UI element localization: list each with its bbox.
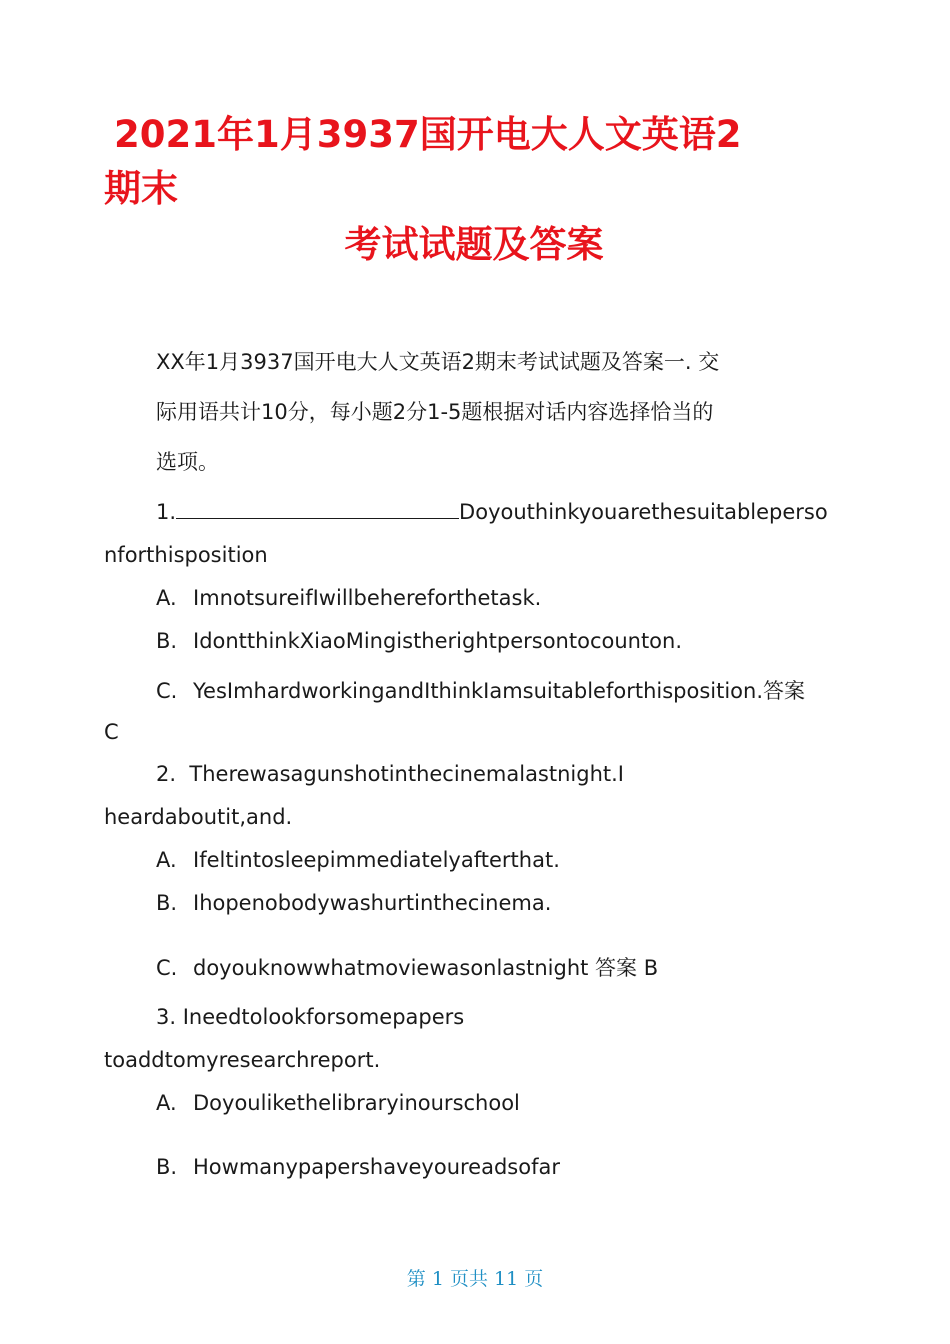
question-2 bbox=[156, 762, 896, 786]
option-letter: A. bbox=[156, 848, 177, 872]
question-2-option-a bbox=[156, 848, 560, 872]
question-2-option-b bbox=[156, 891, 551, 915]
option-text: YesImhardworkingandIthinkIamsuitableforthisposition.答案 bbox=[193, 679, 806, 703]
question-1-continuation: nforthisposition bbox=[104, 543, 268, 567]
option-letter: B. bbox=[156, 891, 178, 915]
option-text: Howmanypapershaveyoureadsofar bbox=[193, 1155, 560, 1179]
question-text: Therewasagunshotinthecinemalastnight.I bbox=[189, 762, 624, 786]
option-letter: B. bbox=[156, 629, 178, 653]
option-text: Ifeltintosleepimmediatelyafterthat. bbox=[193, 848, 560, 872]
answer-blank bbox=[176, 500, 459, 519]
option-letter: C. bbox=[156, 956, 178, 980]
option-text: ImnotsureifIwillbehereforthetask. bbox=[193, 586, 542, 610]
question-3-option-a bbox=[156, 1091, 520, 1115]
intro-line-1: XX年1月3937国开电大人文英语2期末考试试题及答案一. 交 bbox=[156, 350, 720, 374]
title-line-3: 考试试题及答案 bbox=[344, 223, 604, 266]
option-letter: A. bbox=[156, 1091, 177, 1115]
question-2-continuation: heardaboutit,and. bbox=[104, 805, 293, 829]
question-number: 2. bbox=[156, 762, 177, 786]
page-footer: 第 1 页共 11 页 bbox=[406, 1268, 544, 1290]
question-1-answer: C bbox=[104, 720, 119, 744]
question-1-option-c bbox=[156, 675, 805, 705]
question-number: 1. bbox=[156, 500, 177, 524]
question-text: Ineedtolookforsomepapers bbox=[182, 1005, 465, 1029]
question-number: 3. bbox=[156, 1005, 177, 1029]
question-1-option-a bbox=[156, 586, 541, 610]
intro-line-2: 际用语共计10分，每小题2分1-5题根据对话内容选择恰当的 bbox=[156, 400, 714, 424]
document-title bbox=[104, 108, 844, 272]
title-line-1: 2021年1月3937国开电大人文英语2 bbox=[114, 113, 742, 156]
option-letter: C. bbox=[156, 679, 178, 703]
question-3-option-b bbox=[156, 1155, 560, 1179]
intro-line-3: 选项。 bbox=[156, 450, 219, 474]
option-text: Doyoulikethelibraryinourschool bbox=[193, 1091, 520, 1115]
title-line-2: 期末 bbox=[104, 167, 178, 210]
question-1-option-b bbox=[156, 629, 682, 653]
question-1 bbox=[156, 500, 896, 524]
option-text: Ihopenobodywashurtinthecinema. bbox=[193, 891, 552, 915]
option-letter: B. bbox=[156, 1155, 178, 1179]
question-2-option-c bbox=[156, 952, 658, 982]
option-text: doyouknowwhatmoviewasonlastnight 答案 B bbox=[193, 956, 659, 980]
option-text: IdontthinkXiaoMingistherightpersontocounton. bbox=[193, 629, 683, 653]
question-3 bbox=[156, 1005, 896, 1029]
option-letter: A. bbox=[156, 586, 177, 610]
question-3-continuation: toaddtomyresearchreport. bbox=[104, 1048, 381, 1072]
question-text: Doyouthinkyouarethesuitableperso bbox=[459, 500, 828, 524]
